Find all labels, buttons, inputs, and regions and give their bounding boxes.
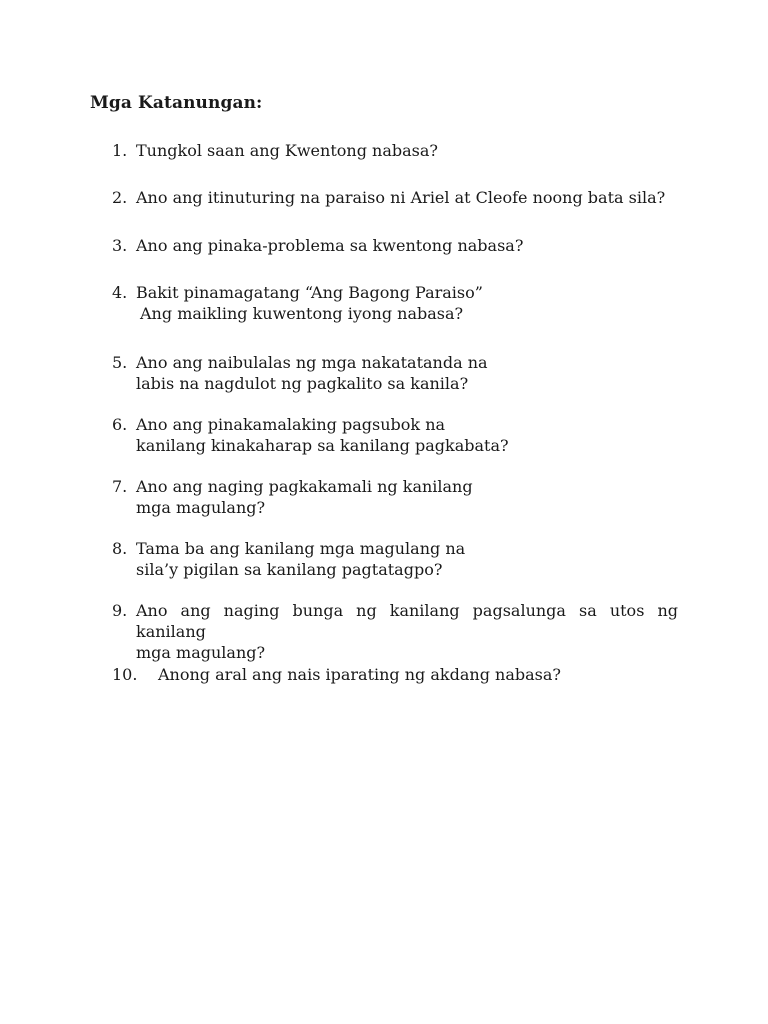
question-text: Anong aral ang nais iparating ng akdang nabasa?	[158, 665, 561, 684]
question-number: 9.	[112, 601, 128, 620]
question-number: 6.	[112, 415, 128, 434]
question-number: 3.	[112, 236, 128, 255]
question-number: 10.	[112, 665, 138, 684]
question-item-5	[112, 352, 678, 394]
question-text-line-2: sila’y pigilan sa kanilang pagtatagpo?	[136, 560, 443, 579]
question-item-3	[112, 235, 678, 256]
question-number: 5.	[112, 353, 128, 372]
question-text: Tungkol saan ang Kwentong nabasa?	[136, 141, 438, 160]
question-item-7	[112, 476, 678, 518]
question-text-line-2: labis na nagdulot ng pagkalito sa kanila?	[136, 374, 469, 393]
question-text-line-1: Bakit pinamagatang “Ang Bagong Paraiso”	[136, 283, 483, 302]
question-item-10	[112, 664, 678, 685]
question-text-line-1: Ano ang naibulalas ng mga nakatatanda na	[136, 353, 488, 372]
question-text-line-1: Ano ang naging pagkakamali ng kanilang	[136, 477, 473, 496]
question-text-line-2: mga magulang?	[136, 498, 266, 517]
page-heading: Mga Katanungan:	[90, 93, 263, 113]
question-text: Ano ang itinuturing na paraiso ni Ariel at Cleofe noong bata sila?	[136, 188, 666, 207]
question-text-line-2: mga magulang?	[136, 643, 266, 662]
question-number: 4.	[112, 283, 128, 302]
question-text-line-1: Tama ba ang kanilang mga magulang na	[136, 539, 466, 558]
question-text-line-2: kanilang kinakaharap sa kanilang pagkabata?	[136, 436, 509, 455]
question-text: Ano ang pinaka-problema sa kwentong nabasa?	[136, 236, 524, 255]
question-item-8	[112, 538, 678, 580]
question-number: 7.	[112, 477, 128, 496]
question-text-line-2: Ang maikling kuwentong iyong nabasa?	[140, 304, 464, 323]
question-text-line-1: Ano ang naging bunga ng kanilang pagsalunga sa utos ng kanilang	[136, 601, 678, 641]
question-number: 1.	[112, 141, 128, 160]
question-number: 2.	[112, 188, 128, 207]
question-number: 8.	[112, 539, 128, 558]
question-text-line-1: Ano ang pinakamalaking pagsubok na	[136, 415, 446, 434]
question-item-9	[112, 600, 678, 663]
question-item-1	[112, 140, 678, 161]
question-item-2	[112, 187, 678, 208]
question-item-6	[112, 414, 678, 456]
question-item-4	[112, 282, 678, 324]
